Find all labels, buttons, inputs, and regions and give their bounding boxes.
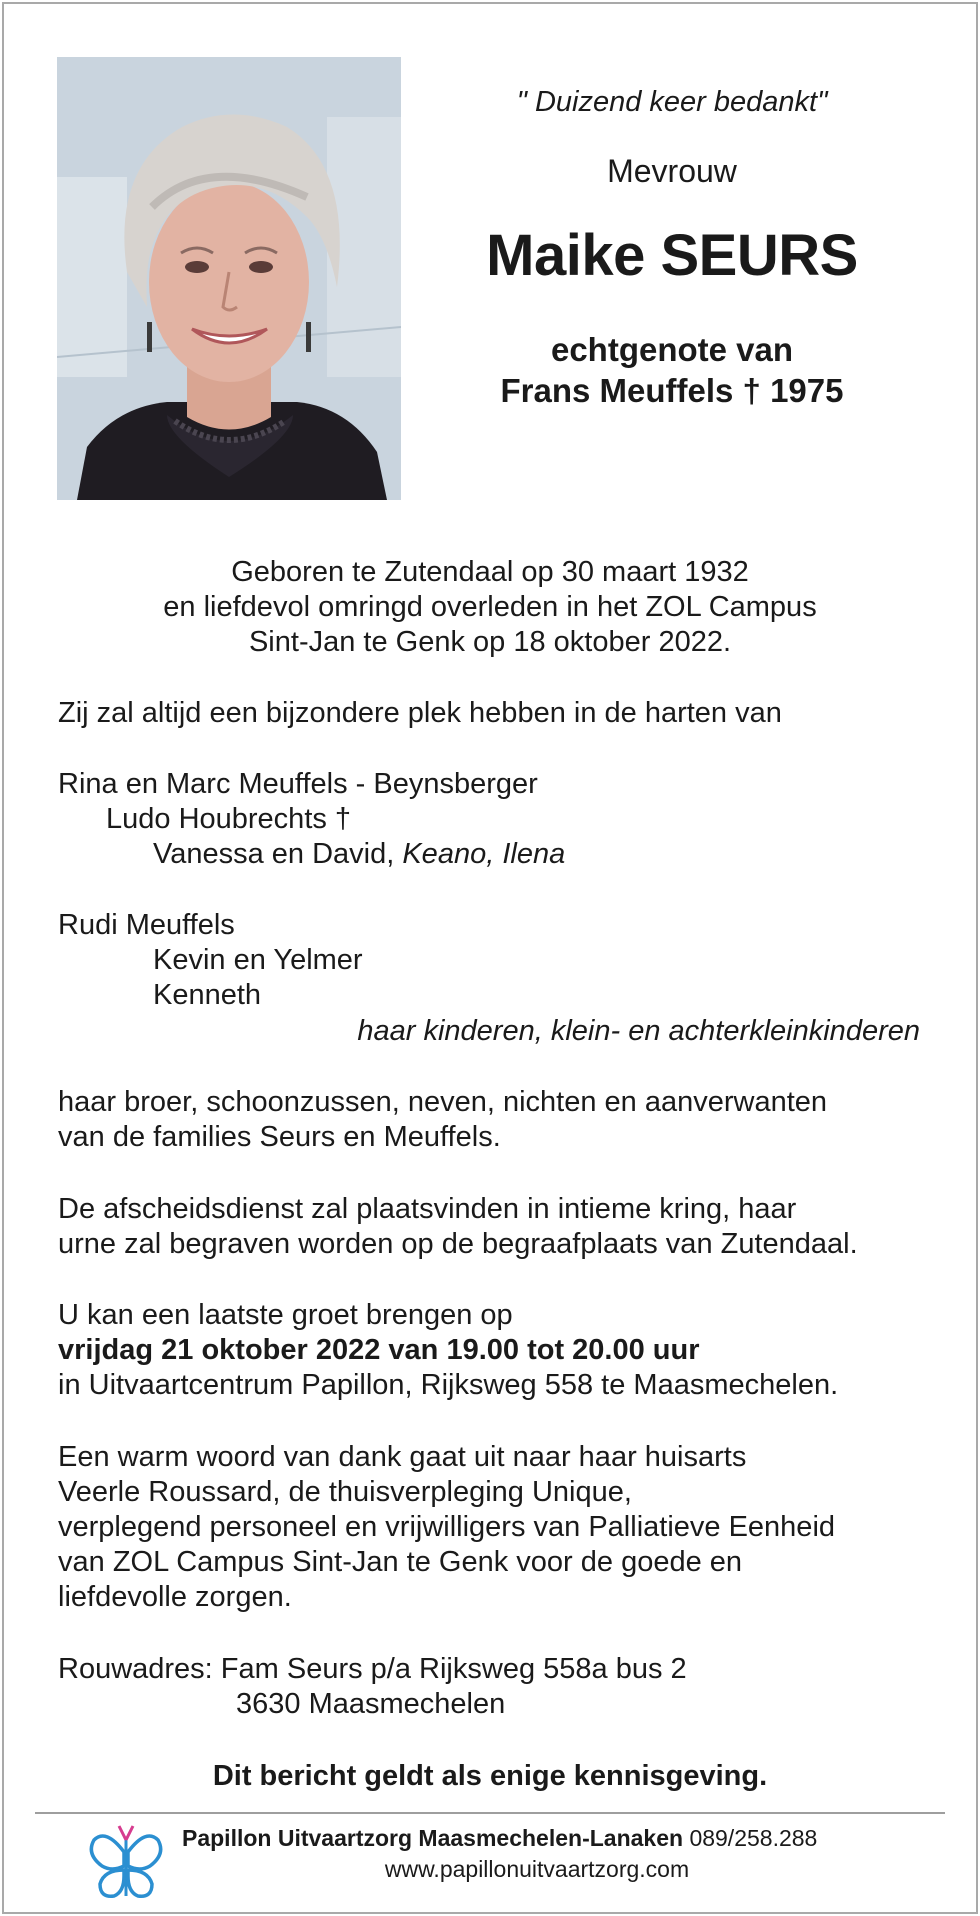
birth-line-2: en liefdevol omringd overleden in het ZOL Campus — [163, 591, 817, 623]
footer-company: Papillon Uitvaartzorg Maasmechelen-Lanaken — [182, 1825, 684, 1851]
deceased-name: Maike SEURS — [486, 223, 858, 288]
quote-text: " Duizend keer bedankt" — [516, 86, 828, 118]
visit-line-1: U kan een laatste groet brengen op — [58, 1299, 513, 1331]
family-closing: haar kinderen, klein- en achterkleinkinderen — [357, 1015, 920, 1047]
portrait-photo — [57, 57, 401, 500]
thanks-line-3: verplegend personeel en vrijwilligers van Palliatieve Eenheid — [58, 1511, 836, 1543]
address-line-1: Rouwadres: Fam Seurs p/a Rijksweg 558a bus 2 — [58, 1653, 687, 1685]
footer-company-line — [182, 1825, 817, 1852]
footer-divider — [35, 1812, 945, 1814]
footer-website[interactable]: www.papillonuitvaartzorg.com — [384, 1856, 690, 1882]
notice-text: Dit bericht geldt als enige kennisgeving. — [212, 1760, 768, 1792]
thanks-line-2: Veerle Roussard, de thuisverpleging Unique, — [58, 1476, 632, 1508]
thanks-line-5: liefdevolle zorgen. — [58, 1581, 292, 1613]
title-prefix: Mevrouw — [607, 153, 737, 189]
family-line-4: Rudi Meuffels — [58, 909, 235, 941]
visit-line-2: vrijdag 21 oktober 2022 van 19.00 tot 20.00 uur — [58, 1334, 700, 1366]
family-line-3 — [153, 837, 565, 872]
service-line-1: De afscheidsdienst zal plaatsvinden in intieme kring, haar — [58, 1193, 797, 1225]
service-line-2: urne zal begraven worden op de begraafplaats van Zutendaal. — [58, 1228, 858, 1260]
thanks-line-1: Een warm woord van dank gaat uit naar haar huisarts — [58, 1441, 747, 1473]
butterfly-logo-icon — [86, 1818, 166, 1911]
relatives-line-2: van de families Seurs en Meuffels. — [58, 1121, 501, 1153]
address-line-2: 3630 Maasmechelen — [236, 1688, 506, 1720]
family-intro: Zij zal altijd een bijzondere plek hebben in de harten van — [58, 697, 782, 729]
family-line-1: Rina en Marc Meuffels - Beynsberger — [58, 768, 538, 800]
thanks-line-4: van ZOL Campus Sint-Jan te Genk voor de goede en — [58, 1546, 743, 1578]
spouse-line-2: Frans Meuffels † 1975 — [500, 372, 844, 409]
birth-line-3: Sint-Jan te Genk op 18 oktober 2022. — [248, 626, 732, 658]
family-line-6: Kenneth — [153, 979, 262, 1011]
relatives-line-1: haar broer, schoonzussen, neven, nichten en aanverwanten — [58, 1086, 828, 1118]
visit-line-3: in Uitvaartcentrum Papillon, Rijksweg 558 te Maasmechelen. — [58, 1369, 839, 1401]
family-line-3-names: Vanessa en David, — [153, 838, 395, 870]
footer-phone: 089/258.288 — [689, 1825, 818, 1851]
spouse-line-1: echtgenote van — [550, 331, 794, 368]
family-line-2: Ludo Houbrechts † — [106, 803, 352, 835]
family-line-3-kids: Keano, Ilena — [402, 838, 566, 870]
birth-line-1: Geboren te Zutendaal op 30 maart 1932 — [231, 556, 749, 588]
family-line-5: Kevin en Yelmer — [153, 944, 363, 976]
spouse-info — [430, 329, 914, 411]
